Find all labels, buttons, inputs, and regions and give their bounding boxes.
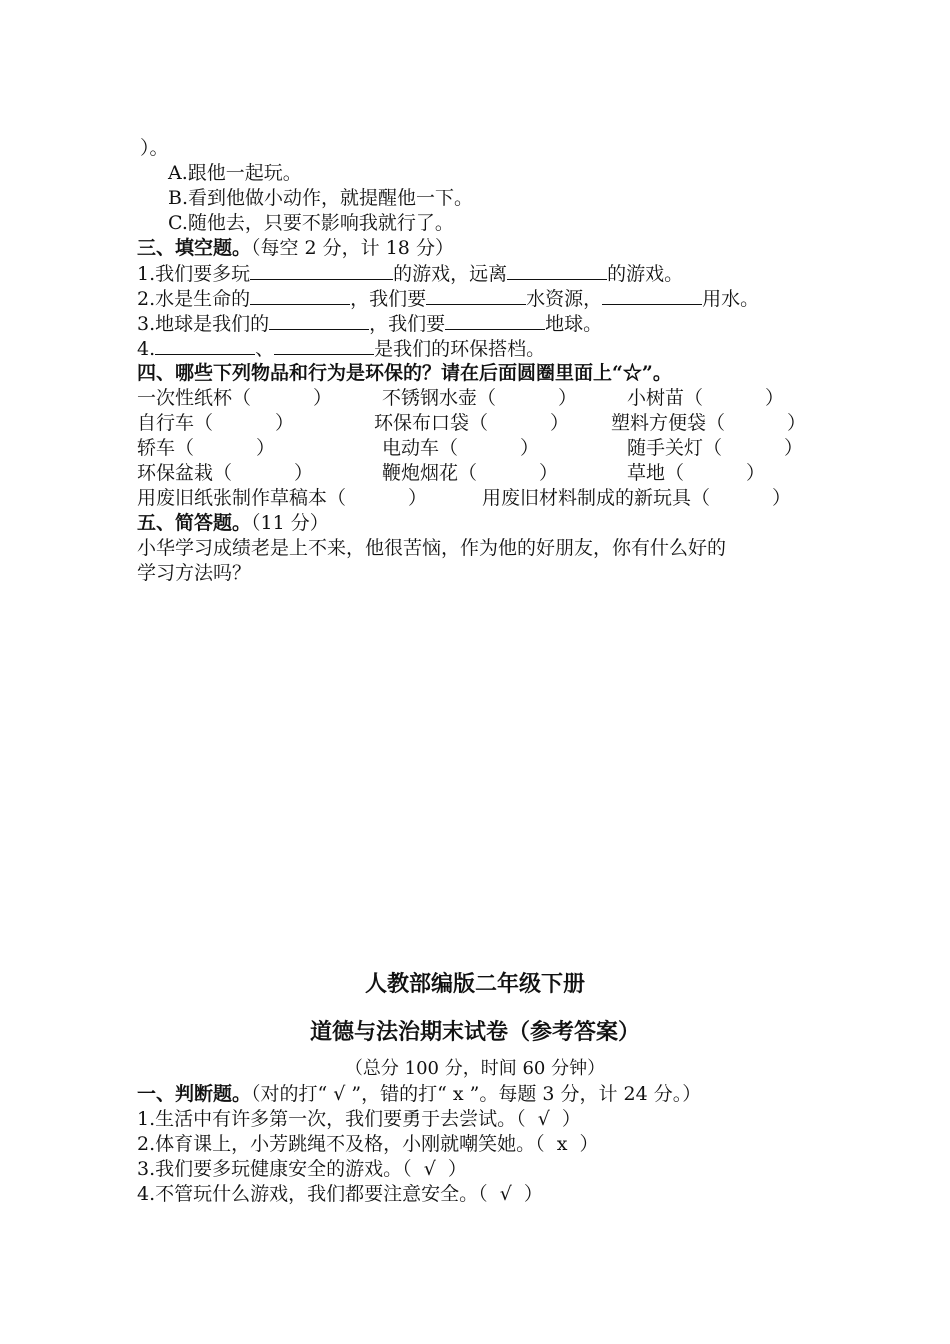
q1-text-a: 1.我们要多玩 [137, 263, 251, 285]
fill-question-3 [137, 311, 602, 336]
section3-heading-line [137, 236, 454, 260]
answer-title-2: 道德与法治期末试卷（参考答案） [309, 1019, 640, 1045]
item-label: 用废旧纸张制作草稿本 [137, 487, 328, 509]
answer-item-text: 3.我们要多玩健康安全的游戏。 [137, 1158, 403, 1180]
item-entry: 塑料方便袋（ ） [611, 412, 807, 434]
answer-item-text: 1.生活中有许多第一次，我们要勇于去尝试。 [137, 1108, 517, 1130]
item-entry: 草地（ ） [627, 462, 766, 484]
q3-text-c: 地球。 [545, 313, 603, 335]
q3-text-a: 3.地球是我们的 [137, 313, 270, 335]
q2-text-d: 用水。 [702, 288, 760, 310]
fill-blank [269, 311, 369, 330]
fill-blank [426, 286, 526, 305]
item-label: 自行车 [137, 412, 195, 434]
item-entry: 轿车（ ） [137, 437, 276, 459]
answer-item: 1.生活中有许多第一次，我们要勇于去尝试。（ √ ） [137, 1108, 581, 1130]
answer-mark: √ [537, 1108, 550, 1130]
item-entry: 鞭炮烟花（ ） [382, 462, 559, 484]
answer-section1-heading: 一、判断题。 [137, 1083, 252, 1105]
answer-section1-heading-line [137, 1082, 701, 1106]
answer-mark: √ [423, 1158, 436, 1180]
q1-text-b: 的游戏，远离 [393, 263, 508, 285]
fill-blank [507, 261, 607, 280]
q4-text-a: 4. [137, 338, 156, 360]
fill-question-1 [137, 261, 683, 286]
item-label: 不锈钢水壶 [382, 387, 478, 409]
option-a: A.跟他一起玩。 [168, 162, 302, 184]
item-entry: 随手关灯（ ） [627, 437, 804, 459]
fill-blank [602, 286, 702, 305]
item-label: 鞭炮烟花 [382, 462, 459, 484]
option-c: C.随他去，只要不影响我就行了。 [168, 212, 454, 234]
answer-item-text: 2.体育课上，小芳跳绳不及格，小刚就嘲笑她。 [137, 1133, 536, 1155]
q4-text-b: 、 [255, 338, 275, 360]
item-label: 随手关灯 [627, 437, 704, 459]
item-entry: 不锈钢水壶（ ） [382, 387, 578, 409]
q3-text-b: ，我们要 [369, 313, 446, 335]
item-entry: 环保盆栽（ ） [137, 462, 314, 484]
answer-item: 4.不管玩什么游戏，我们都要注意安全。（ √ ） [137, 1183, 543, 1205]
item-entry: 环保布口袋（ ） [374, 412, 570, 434]
answer-item: 3.我们要多玩健康安全的游戏。（ √ ） [137, 1158, 467, 1180]
item-label: 一次性纸杯 [137, 387, 233, 409]
item-entry: 用废旧材料制成的新玩具（ ） [482, 487, 792, 509]
item-label: 塑料方便袋 [611, 412, 707, 434]
q4-text-c: 是我们的环保搭档。 [374, 338, 546, 360]
answer-subtitle: （总分 100 分，时间 60 分钟） [344, 1058, 606, 1079]
q2-text-b: ，我们要 [350, 288, 427, 310]
item-label: 用废旧材料制成的新玩具 [482, 487, 692, 509]
q2-text-a: 2.水是生命的 [137, 288, 251, 310]
item-label: 轿车 [137, 437, 176, 459]
fill-blank [250, 286, 350, 305]
option-b: B.看到他做小动作，就提醒他一下。 [168, 187, 474, 209]
section5-heading: 五、简答题。 [137, 512, 252, 534]
item-label: 环保盆栽 [137, 462, 214, 484]
answer-mark: √ [499, 1183, 512, 1205]
fill-question-4 [137, 336, 545, 361]
answer-item-text: 4.不管玩什么游戏，我们都要注意安全。 [137, 1183, 479, 1205]
answer-section1-note: （对的打“ √ ”，错的打“ x ”。每题 3 分，计 24 分。） [251, 1083, 702, 1105]
fill-blank [250, 261, 393, 280]
answer-title-1: 人教部编版二年级下册 [364, 971, 585, 997]
item-entry: 用废旧纸张制作草稿本（ ） [137, 487, 428, 509]
fill-blank [445, 311, 545, 330]
item-label: 电动车 [382, 437, 440, 459]
item-label: 小树苗 [627, 387, 685, 409]
fill-blank [155, 336, 255, 355]
item-entry: 电动车（ ） [382, 437, 540, 459]
item-label: 草地 [627, 462, 666, 484]
question-fragment: ）。 [140, 137, 169, 159]
fill-blank [274, 336, 374, 355]
section4-heading: 四、哪些下列物品和行为是环保的？请在后面圆圈里面上“☆”。 [137, 362, 672, 384]
answer-item: 2.体育课上，小芳跳绳不及格，小刚就嘲笑她。（ x ） [137, 1133, 599, 1155]
essay-question-line1: 小华学习成绩老是上不来，他很苦恼，作为他的好朋友，你有什么好的 [137, 537, 727, 559]
answer-mark: x [556, 1133, 568, 1155]
q1-text-c: 的游戏。 [607, 263, 684, 285]
item-entry: 自行车（ ） [137, 412, 295, 434]
essay-question-line2: 学习方法吗？ [137, 562, 252, 584]
section3-heading: 三、填空题。 [137, 237, 252, 259]
item-entry: 小树苗（ ） [627, 387, 785, 409]
item-entry: 一次性纸杯（ ） [137, 387, 333, 409]
section5-note: （11 分） [251, 512, 329, 534]
fill-question-2 [137, 286, 759, 311]
section5-heading-line [137, 511, 329, 535]
q2-text-c: 水资源， [526, 288, 603, 310]
item-label: 环保布口袋 [374, 412, 470, 434]
section3-note: （每空 2 分，计 18 分） [251, 237, 454, 259]
